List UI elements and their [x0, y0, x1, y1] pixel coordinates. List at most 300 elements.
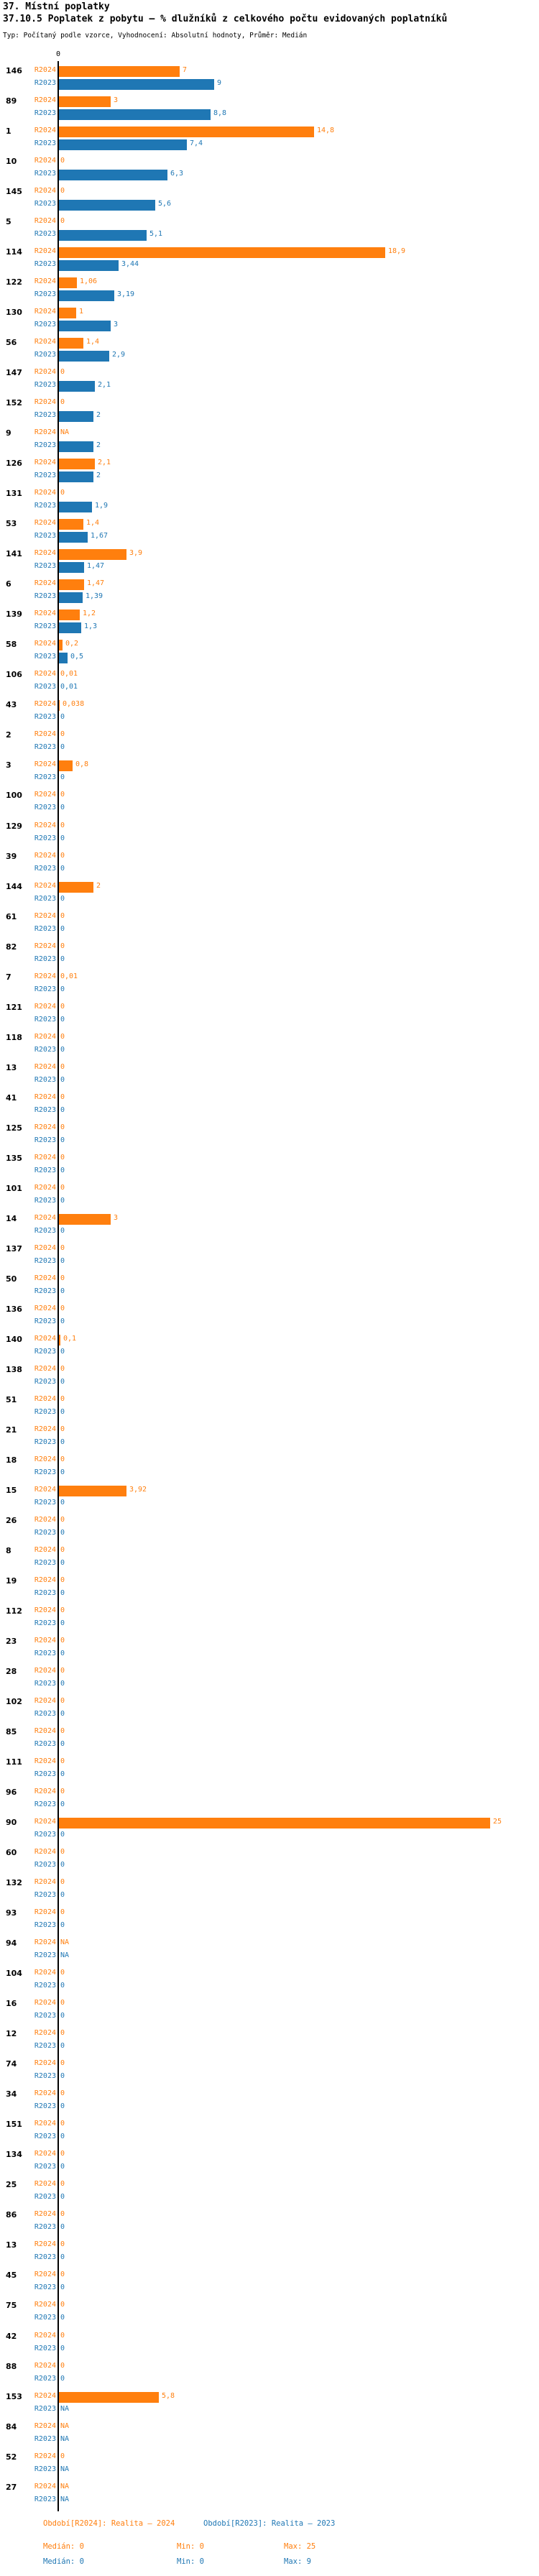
value-label-r2024: 0,2 [65, 640, 79, 648]
value-label-r2023: 0 [60, 2012, 65, 2020]
series-label-r2024: R2024 [34, 1788, 56, 1795]
series-label-r2023: R2023 [34, 1317, 56, 1325]
series-label-r2023: R2023 [34, 1106, 56, 1114]
value-label-r2023: 0 [60, 1740, 65, 1748]
value-label-r2024: 0 [60, 2120, 65, 2128]
value-label-r2024: 3 [114, 1214, 119, 1222]
series-label-r2023: R2023 [34, 955, 56, 963]
series-label-r2024: R2024 [34, 791, 56, 799]
series-label-r2023: R2023 [34, 1710, 56, 1718]
series-label-r2023: R2023 [34, 2133, 56, 2140]
value-label-r2023: 0 [60, 1921, 65, 1929]
series-label-r2024: R2024 [34, 277, 56, 285]
series-label-r2023: R2023 [34, 2102, 56, 2110]
series-label-r2023: R2023 [34, 2253, 56, 2261]
row-id-label: 84 [6, 2422, 17, 2432]
series-label-r2024: R2024 [34, 1727, 56, 1735]
series-label-r2023: R2023 [34, 1378, 56, 1386]
value-label-r2024: NA [60, 1938, 70, 1946]
row-id-label: 42 [6, 2332, 17, 2341]
series-label-r2023: R2023 [34, 1197, 56, 1205]
value-label-r2024: 1 [79, 308, 84, 316]
value-label-r2024: 0 [60, 2210, 65, 2218]
series-label-r2024: R2024 [34, 2271, 56, 2278]
bar-r2024 [59, 277, 77, 288]
value-label-r2023: 0 [60, 1770, 65, 1778]
value-label-r2023: 0 [60, 1197, 65, 1205]
value-label-r2023: 0 [60, 1287, 65, 1295]
value-label-r2023: 9 [217, 79, 222, 87]
value-label-r2023: 0 [60, 1016, 65, 1024]
bar-r2023 [59, 562, 84, 573]
series-label-r2023: R2023 [34, 230, 56, 238]
series-label-r2023: R2023 [34, 773, 56, 781]
value-label-r2024: 0 [60, 157, 65, 165]
series-label-r2023: R2023 [34, 713, 56, 721]
series-label-r2024: R2024 [34, 1516, 56, 1524]
series-label-r2023: R2023 [34, 1770, 56, 1778]
chart-meta: Typ: Počítaný podle vzorce, Vyhodnocení: Absolutní hodnoty, Průměr: Medián [3, 32, 308, 40]
series-label-r2024: R2024 [34, 96, 56, 104]
series-label-r2024: R2024 [34, 1274, 56, 1282]
value-label-r2024: 0 [60, 1305, 65, 1312]
row-id-label: 101 [6, 1184, 22, 1193]
series-label-r2023: R2023 [34, 1861, 56, 1869]
row-id-label: 153 [6, 2392, 22, 2401]
series-label-r2024: R2024 [34, 1154, 56, 1162]
row-id-label: 14 [6, 1214, 17, 1223]
value-label-r2023: 0 [60, 1378, 65, 1386]
row-id-label: 25 [6, 2180, 17, 2189]
series-label-r2023: R2023 [34, 1499, 56, 1506]
series-label-r2023: R2023 [34, 1348, 56, 1356]
value-label-r2023: 5,1 [149, 230, 163, 238]
value-label-r2023: 0 [60, 743, 65, 751]
value-label-r2023: NA [60, 2496, 70, 2503]
bar-r2023 [59, 411, 93, 422]
bar-r2023 [59, 170, 167, 180]
value-label-r2023: 0 [60, 1257, 65, 1265]
row-id-label: 19 [6, 1576, 17, 1586]
legend-r2024-median: Medián: 0 [43, 2542, 84, 2551]
value-label-r2024: 0 [60, 1063, 65, 1071]
bar-r2024 [59, 2392, 159, 2403]
row-id-label: 137 [6, 1244, 22, 1254]
bar-r2023 [59, 472, 93, 482]
value-label-r2024: 0 [60, 2362, 65, 2370]
series-label-r2023: R2023 [34, 290, 56, 298]
row-id-label: 141 [6, 549, 22, 558]
value-label-r2023: 0 [60, 2042, 65, 2050]
series-label-r2023: R2023 [34, 592, 56, 600]
series-label-r2024: R2024 [34, 610, 56, 617]
row-id-label: 134 [6, 2150, 22, 2159]
value-label-r2024: NA [60, 428, 70, 436]
bar-r2024 [59, 459, 95, 469]
series-label-r2023: R2023 [34, 79, 56, 87]
value-label-r2024: 0 [60, 2180, 65, 2188]
axis-zero-tick-label: 0 [55, 50, 61, 58]
series-label-r2024: R2024 [34, 2120, 56, 2128]
value-label-r2024: 2,1 [98, 459, 111, 466]
value-label-r2024: 14,8 [317, 126, 335, 134]
series-label-r2024: R2024 [34, 1003, 56, 1011]
legend-r2023-max: Max: 9 [284, 2557, 311, 2566]
series-label-r2023: R2023 [34, 1800, 56, 1808]
value-label-r2024: 0,01 [60, 670, 78, 678]
series-label-r2023: R2023 [34, 170, 56, 178]
series-label-r2024: R2024 [34, 1305, 56, 1312]
row-id-label: 41 [6, 1093, 17, 1103]
row-id-label: 13 [6, 2240, 17, 2250]
value-label-r2024: 0 [60, 1003, 65, 1011]
series-label-r2023: R2023 [34, 1287, 56, 1295]
series-label-r2023: R2023 [34, 2314, 56, 2322]
row-id-label: 21 [6, 1425, 17, 1435]
value-label-r2024: 0 [60, 217, 65, 225]
value-label-r2024: 0 [60, 2332, 65, 2340]
series-label-r2023: R2023 [34, 985, 56, 993]
bar-r2024 [59, 700, 60, 711]
value-label-r2024: 0 [60, 1274, 65, 1282]
series-label-r2024: R2024 [34, 308, 56, 316]
value-label-r2023: 0 [60, 1046, 65, 1054]
row-id-label: 61 [6, 912, 17, 921]
bar-r2023 [59, 351, 109, 362]
value-label-r2023: 0 [60, 1650, 65, 1657]
row-id-label: 74 [6, 2059, 17, 2069]
row-id-label: 53 [6, 519, 17, 528]
series-label-r2024: R2024 [34, 1818, 56, 1826]
row-id-label: 94 [6, 1938, 17, 1948]
series-label-r2023: R2023 [34, 1982, 56, 1990]
value-label-r2023: 0 [60, 985, 65, 993]
row-id-label: 132 [6, 1878, 22, 1887]
value-label-r2024: 0 [60, 1878, 65, 1886]
row-id-label: 102 [6, 1697, 22, 1706]
series-label-r2023: R2023 [34, 2405, 56, 2413]
row-id-label: 126 [6, 459, 22, 468]
row-id-label: 5 [6, 217, 11, 226]
row-id-label: 129 [6, 822, 22, 831]
value-label-r2024: 0,8 [75, 760, 89, 768]
series-label-r2024: R2024 [34, 1546, 56, 1554]
value-label-r2024: 0 [60, 1667, 65, 1675]
value-label-r2023: 0 [60, 2163, 65, 2171]
series-label-r2024: R2024 [34, 519, 56, 527]
row-id-label: 106 [6, 670, 22, 679]
value-label-r2023: NA [60, 2405, 70, 2413]
row-id-label: 112 [6, 1606, 22, 1616]
value-label-r2023: 0,01 [60, 683, 78, 691]
series-label-r2024: R2024 [34, 1697, 56, 1705]
row-id-label: 145 [6, 187, 22, 196]
series-label-r2023: R2023 [34, 1227, 56, 1235]
row-id-label: 118 [6, 1033, 22, 1042]
value-label-r2024: 0 [60, 368, 65, 376]
value-label-r2023: NA [60, 2435, 70, 2443]
legend-r2023-min: Min: 0 [177, 2557, 204, 2566]
row-id-label: 135 [6, 1154, 22, 1163]
series-label-r2023: R2023 [34, 2435, 56, 2443]
value-label-r2024: 0 [60, 1999, 65, 2007]
series-label-r2023: R2023 [34, 1891, 56, 1899]
series-label-r2024: R2024 [34, 2059, 56, 2067]
row-id-label: 7 [6, 972, 11, 982]
value-label-r2023: 0 [60, 1438, 65, 1446]
row-id-label: 10 [6, 157, 17, 166]
value-label-r2023: 0 [60, 1167, 65, 1174]
bar-r2023 [59, 230, 147, 241]
series-label-r2024: R2024 [34, 2422, 56, 2430]
row-id-label: 139 [6, 610, 22, 619]
series-label-r2024: R2024 [34, 1093, 56, 1101]
series-label-r2024: R2024 [34, 126, 56, 134]
value-label-r2023: 0 [60, 2253, 65, 2261]
bar-r2023 [59, 290, 114, 301]
row-id-label: 28 [6, 1667, 17, 1676]
series-label-r2023: R2023 [34, 200, 56, 208]
value-label-r2023: 0 [60, 1861, 65, 1869]
series-label-r2023: R2023 [34, 925, 56, 933]
series-label-r2023: R2023 [34, 2345, 56, 2352]
series-label-r2023: R2023 [34, 351, 56, 359]
bar-r2023 [59, 139, 187, 150]
value-label-r2024: 0 [60, 1425, 65, 1433]
series-label-r2023: R2023 [34, 895, 56, 903]
row-id-label: 12 [6, 2029, 17, 2038]
value-label-r2023: 0,5 [70, 653, 84, 661]
bar-r2024 [59, 1214, 111, 1225]
series-label-r2024: R2024 [34, 2332, 56, 2340]
series-label-r2024: R2024 [34, 822, 56, 829]
bar-r2024 [59, 519, 83, 530]
row-id-label: 121 [6, 1003, 22, 1012]
row-id-label: 122 [6, 277, 22, 287]
series-label-r2024: R2024 [34, 187, 56, 195]
bar-r2024 [59, 882, 93, 893]
value-label-r2024: 0,038 [63, 700, 85, 708]
value-label-r2024: 0 [60, 2452, 65, 2460]
series-label-r2023: R2023 [34, 2375, 56, 2383]
series-label-r2024: R2024 [34, 428, 56, 436]
row-id-label: 8 [6, 1546, 11, 1555]
series-label-r2024: R2024 [34, 1425, 56, 1433]
series-label-r2024: R2024 [34, 912, 56, 920]
row-id-label: 93 [6, 1908, 17, 1918]
series-label-r2023: R2023 [34, 865, 56, 873]
row-id-label: 111 [6, 1757, 22, 1767]
value-label-r2024: 0 [60, 187, 65, 195]
bar-r2024 [59, 66, 180, 77]
value-label-r2023: 0 [60, 1559, 65, 1567]
value-label-r2023: 3 [114, 321, 119, 328]
series-label-r2024: R2024 [34, 2392, 56, 2400]
value-label-r2023: 1,9 [95, 502, 109, 510]
series-label-r2024: R2024 [34, 2452, 56, 2460]
row-id-label: 51 [6, 1395, 17, 1404]
value-label-r2023: 0 [60, 1076, 65, 1084]
value-label-r2024: 25 [493, 1818, 502, 1826]
row-id-label: 125 [6, 1123, 22, 1133]
series-label-r2023: R2023 [34, 1136, 56, 1144]
series-label-r2024: R2024 [34, 66, 56, 74]
row-id-label: 50 [6, 1274, 17, 1284]
series-label-r2023: R2023 [34, 1650, 56, 1657]
value-label-r2024: 0 [60, 1848, 65, 1856]
value-label-r2023: 0 [60, 1710, 65, 1718]
value-label-r2023: 0 [60, 1136, 65, 1144]
row-id-label: 52 [6, 2452, 17, 2462]
row-id-label: 56 [6, 338, 17, 347]
series-label-r2023: R2023 [34, 381, 56, 389]
value-label-r2023: 0 [60, 1468, 65, 1476]
value-label-r2024: 0 [60, 1697, 65, 1705]
series-label-r2023: R2023 [34, 139, 56, 147]
series-label-r2023: R2023 [34, 1529, 56, 1537]
value-label-r2024: 0 [60, 1757, 65, 1765]
series-label-r2023: R2023 [34, 1016, 56, 1024]
value-label-r2024: 0,01 [60, 972, 78, 980]
value-label-r2023: 0 [60, 713, 65, 721]
row-id-label: 34 [6, 2089, 17, 2099]
value-label-r2024: 1,06 [80, 277, 98, 285]
row-id-label: 136 [6, 1305, 22, 1314]
series-label-r2024: R2024 [34, 1606, 56, 1614]
value-label-r2023: 7,4 [190, 139, 203, 147]
series-label-r2023: R2023 [34, 562, 56, 570]
value-label-r2024: 3 [114, 96, 119, 104]
value-label-r2024: 1,4 [86, 519, 100, 527]
row-id-label: 6 [6, 579, 11, 589]
value-label-r2023: 0 [60, 2223, 65, 2231]
value-label-r2024: 0 [60, 1365, 65, 1373]
value-label-r2023: 0 [60, 895, 65, 903]
row-id-label: 144 [6, 882, 22, 891]
value-label-r2024: 0 [60, 791, 65, 799]
chart-title: 37.10.5 Poplatek z pobytu – % dlužníků z celkového počtu evidovaných poplatníků [3, 14, 448, 24]
series-label-r2023: R2023 [34, 2496, 56, 2503]
value-label-r2024: NA [60, 2483, 70, 2490]
bar-r2024 [59, 1486, 126, 1496]
bar-r2024 [59, 1818, 490, 1828]
series-label-r2024: R2024 [34, 247, 56, 255]
value-label-r2024: 0 [60, 2059, 65, 2067]
series-label-r2024: R2024 [34, 1395, 56, 1403]
series-label-r2024: R2024 [34, 730, 56, 738]
series-label-r2024: R2024 [34, 760, 56, 768]
bar-r2024 [59, 549, 126, 560]
legend-series-r2024: Období[R2024]: Realita – 2024 [43, 2519, 175, 2528]
row-id-label: 152 [6, 398, 22, 408]
series-label-r2024: R2024 [34, 1938, 56, 1946]
series-label-r2024: R2024 [34, 640, 56, 648]
row-id-label: 75 [6, 2301, 17, 2310]
value-label-r2023: 2 [96, 411, 101, 419]
row-id-label: 96 [6, 1788, 17, 1797]
legend-r2024-max: Max: 25 [284, 2542, 316, 2551]
series-label-r2024: R2024 [34, 1123, 56, 1131]
row-id-label: 90 [6, 1818, 17, 1827]
value-label-r2024: 0 [60, 489, 65, 497]
series-label-r2024: R2024 [34, 157, 56, 165]
series-label-r2024: R2024 [34, 1878, 56, 1886]
series-label-r2023: R2023 [34, 1921, 56, 1929]
value-label-r2023: 1,67 [91, 532, 109, 540]
series-label-r2023: R2023 [34, 1831, 56, 1839]
value-label-r2023: 2 [96, 472, 101, 479]
row-id-label: 86 [6, 2210, 17, 2220]
series-label-r2024: R2024 [34, 1365, 56, 1373]
series-label-r2024: R2024 [34, 1667, 56, 1675]
row-id-label: 147 [6, 368, 22, 377]
series-label-r2023: R2023 [34, 2163, 56, 2171]
series-label-r2024: R2024 [34, 2301, 56, 2309]
row-id-label: 140 [6, 1335, 22, 1344]
value-label-r2023: 0 [60, 2283, 65, 2291]
value-label-r2024: 0 [60, 852, 65, 860]
value-label-r2024: 3,92 [129, 1486, 147, 1494]
value-label-r2024: 0 [60, 1516, 65, 1524]
row-id-label: 1 [6, 126, 11, 136]
value-label-r2024: 0 [60, 1455, 65, 1463]
value-label-r2024: 0 [60, 912, 65, 920]
row-id-label: 58 [6, 640, 17, 649]
value-label-r2024: 0 [60, 1546, 65, 1554]
bar-r2023 [59, 321, 111, 331]
bar-r2023 [59, 653, 68, 663]
value-label-r2023: 0 [60, 2133, 65, 2140]
row-id-label: 138 [6, 1365, 22, 1374]
series-label-r2023: R2023 [34, 411, 56, 419]
row-id-label: 9 [6, 428, 11, 438]
value-label-r2024: 0 [60, 2240, 65, 2248]
series-label-r2024: R2024 [34, 2029, 56, 2037]
value-label-r2023: 0 [60, 955, 65, 963]
series-label-r2024: R2024 [34, 1214, 56, 1222]
row-id-label: 15 [6, 1486, 17, 1495]
value-label-r2023: 0 [60, 773, 65, 781]
value-label-r2023: 3,19 [117, 290, 135, 298]
series-label-r2024: R2024 [34, 2180, 56, 2188]
bar-r2023 [59, 592, 83, 603]
value-label-r2024: 0 [60, 1908, 65, 1916]
series-label-r2023: R2023 [34, 653, 56, 661]
value-label-r2024: 5,8 [162, 2392, 175, 2400]
series-label-r2023: R2023 [34, 321, 56, 328]
value-label-r2023: 0 [60, 1317, 65, 1325]
value-label-r2023: 0 [60, 2193, 65, 2201]
series-label-r2023: R2023 [34, 502, 56, 510]
row-id-label: 26 [6, 1516, 17, 1525]
value-label-r2023: 1,3 [84, 622, 98, 630]
value-label-r2023: 0 [60, 2345, 65, 2352]
series-label-r2023: R2023 [34, 1408, 56, 1416]
value-label-r2023: 0 [60, 1619, 65, 1627]
value-label-r2023: 0 [60, 2102, 65, 2110]
row-id-label: 18 [6, 1455, 17, 1465]
series-label-r2024: R2024 [34, 942, 56, 950]
legend-series-r2023: Období[R2023]: Realita – 2023 [203, 2519, 336, 2528]
value-label-r2023: 2,9 [112, 351, 126, 359]
bar-r2024 [59, 96, 111, 107]
row-id-label: 151 [6, 2120, 22, 2129]
bar-r2023 [59, 109, 211, 120]
row-id-label: 130 [6, 308, 22, 317]
value-label-r2024: 0 [60, 1606, 65, 1614]
row-id-label: 23 [6, 1637, 17, 1646]
page-title: 37. Místní poplatky [3, 1, 110, 12]
